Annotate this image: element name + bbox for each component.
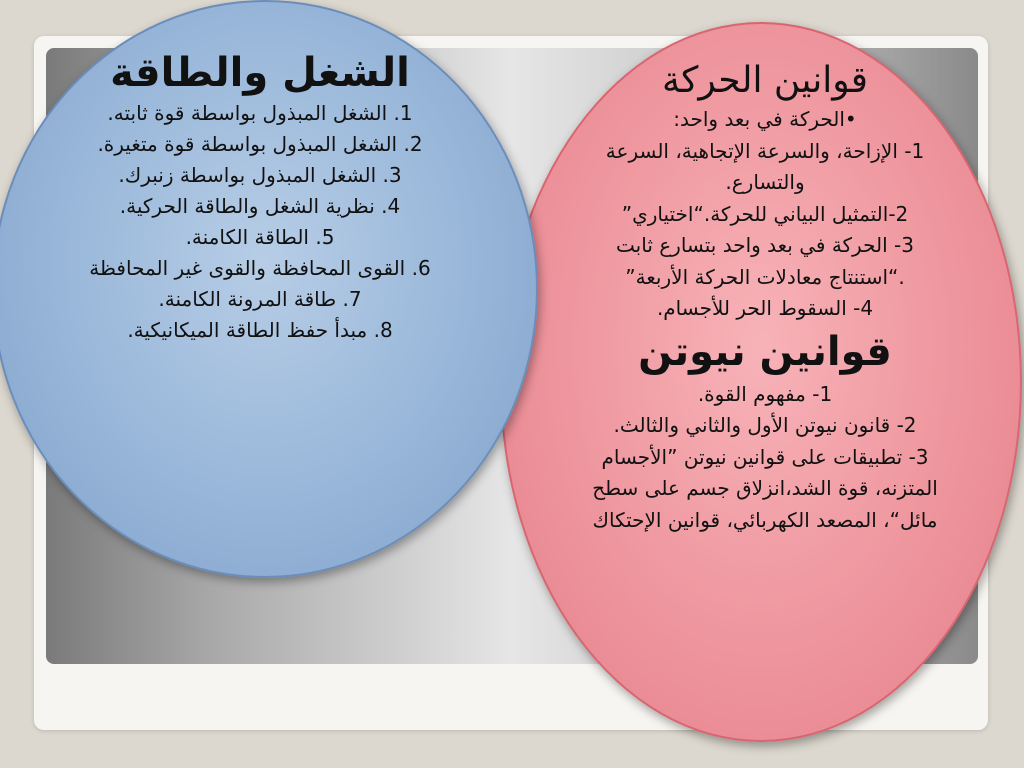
motion-laws-title: قوانين الحركة (661, 60, 869, 101)
motion-list (575, 104, 955, 325)
list-item: 4- السقوط الحر للأجسام. (656, 296, 874, 320)
list-item: 2- قانون نيوتن الأول والثاني والثالث. (613, 413, 917, 437)
list-item: 3. الشغل المبذول بواسطة زنبرك. (118, 163, 402, 187)
motion-laws-content (575, 58, 955, 536)
list-item: 4. نظرية الشغل والطاقة الحركية. (119, 194, 401, 218)
work-energy-title: الشغل والطاقة (110, 50, 410, 96)
list-item: 1- مفهوم القوة. (697, 381, 833, 406)
list-item: 2-التمثيل البياني للحركة.“اختياري” (621, 201, 909, 226)
work-energy-content (60, 48, 460, 346)
work-energy-list (60, 98, 460, 346)
list-item: 3- تطبيقات على قوانين نيوتن ”الأجسام المتزنه، قوة الشد،انزلاق جسم على سطح مائل“، المصعد الكهربائي، قوانين الإحتكاك (592, 444, 938, 532)
newton-laws-title: قوانين نيوتن (638, 328, 892, 375)
list-item: 7. طاقة المرونة الكامنة. (158, 287, 362, 311)
newton-list (575, 379, 955, 537)
list-item: 2. الشغل المبذول بواسطة قوة متغيرة. (97, 132, 423, 156)
list-item: 6. القوى المحافظة والقوى غير المحافظة (89, 256, 431, 280)
list-item: 5. الطاقة الكامنة. (185, 225, 335, 249)
list-item: •الحركة في بعد واحد: (673, 107, 857, 131)
list-item: 1. الشغل المبذول بواسطة قوة ثابته. (107, 101, 413, 125)
list-item: 8. مبدأ حفظ الطاقة الميكانيكية. (127, 318, 393, 342)
list-item: 3- الحركة في بعد واحد بتسارع ثابت .“استنتاج معادلات الحركة الأربعة” (616, 233, 914, 289)
list-item: 1- الإزاحة، والسرعة الإتجاهية، السرعة والتسارع. (605, 138, 925, 194)
